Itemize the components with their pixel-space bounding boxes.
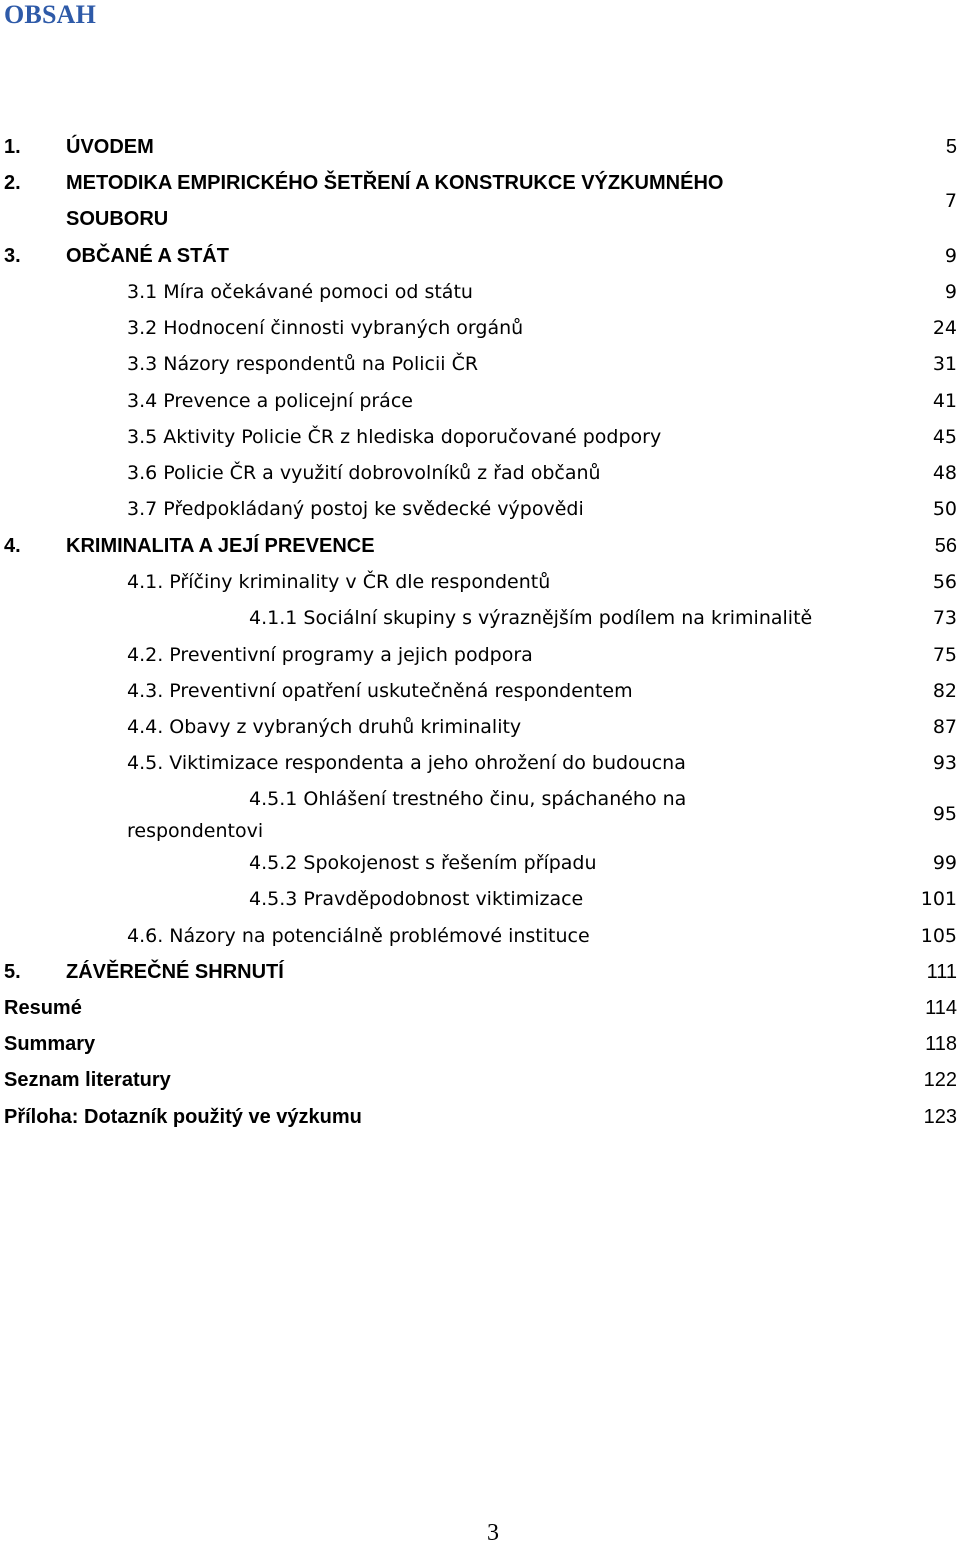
toc-entry-page: 5 bbox=[945, 136, 957, 158]
toc-entry-label: 4.6. Názory na potenciálně problémové instituce bbox=[127, 925, 590, 947]
toc-entry-label: 4.1. Příčiny kriminality v ČR dle respondentů bbox=[127, 571, 551, 593]
toc-entry-4-5-1[interactable] bbox=[0, 781, 960, 845]
toc-entry-label-line2: SOUBORU bbox=[66, 208, 169, 230]
toc-entry-3-7[interactable] bbox=[0, 491, 960, 527]
toc-entry-page: 111 bbox=[926, 961, 957, 983]
toc-entry-kriminalita[interactable] bbox=[0, 528, 960, 564]
toc-entry-4-5-3[interactable] bbox=[0, 881, 960, 917]
toc-entry-3-4[interactable] bbox=[0, 383, 960, 419]
toc-entry-page: 56 bbox=[934, 535, 957, 557]
toc-entry-number: 2. bbox=[4, 172, 21, 194]
toc-entry-label: Resumé bbox=[4, 997, 82, 1019]
toc-entry-page: 101 bbox=[920, 888, 957, 910]
toc-entry-page: 123 bbox=[923, 1106, 957, 1128]
toc-entry-page: 122 bbox=[923, 1069, 957, 1091]
toc-entry-page: 93 bbox=[932, 752, 957, 774]
toc-entry-page: 118 bbox=[925, 1033, 957, 1055]
toc-entry-number: 3. bbox=[4, 245, 21, 267]
toc-entry-label: ÚVODEM bbox=[66, 136, 154, 158]
toc-entry-page: 24 bbox=[932, 317, 957, 339]
toc-entry-page: 41 bbox=[932, 390, 957, 412]
toc-entry-number: 1. bbox=[4, 136, 21, 158]
toc-entry-3-3[interactable] bbox=[0, 346, 960, 382]
toc-entry-3-5[interactable] bbox=[0, 419, 960, 455]
toc-entry-label: 3.2 Hodnocení činnosti vybraných orgánů bbox=[127, 317, 524, 339]
toc-entry-metodika[interactable] bbox=[0, 165, 960, 237]
toc-entry-page: 82 bbox=[932, 680, 957, 702]
toc-entry-page: 45 bbox=[932, 426, 957, 448]
toc-entry-label: Summary bbox=[4, 1033, 96, 1055]
toc-entry-label: 3.5 Aktivity Policie ČR z hlediska doporučované podpory bbox=[127, 426, 662, 448]
toc-entry-3-6[interactable] bbox=[0, 455, 960, 491]
toc-entry-page: 50 bbox=[932, 498, 957, 520]
toc-entry-4-5[interactable] bbox=[0, 745, 960, 781]
toc-entry-label: 3.6 Policie ČR a využití dobrovolníků z řad občanů bbox=[127, 462, 601, 484]
toc-entry-label: 3.4 Prevence a policejní práce bbox=[127, 390, 413, 412]
toc-entry-4-2[interactable] bbox=[0, 637, 960, 673]
toc-entry-label: 4.5. Viktimizace respondenta a jeho ohrožení do budoucna bbox=[127, 752, 686, 774]
toc-entry-label: 3.1 Míra očekávané pomoci od státu bbox=[127, 281, 473, 303]
toc-entry-label: 4.3. Preventivní opatření uskutečněná respondentem bbox=[127, 680, 633, 702]
toc-entry-label: OBČANÉ A STÁT bbox=[66, 245, 229, 267]
toc-entry-page: 56 bbox=[932, 571, 957, 593]
toc-entry-label: 4.5.3 Pravděpodobnost viktimizace bbox=[249, 888, 584, 910]
toc-entry-4-5-2[interactable] bbox=[0, 845, 960, 881]
toc-entry-3-2[interactable] bbox=[0, 310, 960, 346]
toc-entry-4-6[interactable] bbox=[0, 918, 960, 954]
toc-entry-page: 9 bbox=[944, 281, 957, 303]
toc-entry-4-1[interactable] bbox=[0, 564, 960, 600]
toc-entry-page: 75 bbox=[932, 644, 957, 666]
toc-entry-priloha[interactable] bbox=[0, 1099, 960, 1135]
toc-entry-4-4[interactable] bbox=[0, 709, 960, 745]
toc-entry-resume[interactable] bbox=[0, 990, 960, 1026]
toc-entry-label-line1: 4.5.1 Ohlášení trestného činu, spáchaného na bbox=[249, 788, 687, 810]
toc-entry-number: 5. bbox=[4, 961, 21, 983]
toc-entry-label: 3.7 Předpokládaný postoj ke svědecké výpovědi bbox=[127, 498, 584, 520]
toc-entry-page: 99 bbox=[932, 852, 957, 874]
toc-entry-label-line1: METODIKA EMPIRICKÉHO ŠETŘENÍ A KONSTRUKCE VÝZKUMNÉHO bbox=[66, 172, 724, 194]
toc-entry-page: 95 bbox=[932, 803, 957, 825]
toc-entry-obcane-a-stat[interactable] bbox=[0, 238, 960, 274]
toc-entry-zaverecne-shrnuti[interactable] bbox=[0, 954, 960, 990]
toc-entry-label-line2: respondentovi bbox=[127, 820, 264, 842]
toc-entry-summary[interactable] bbox=[0, 1026, 960, 1062]
toc-entry-label: 4.4. Obavy z vybraných druhů kriminality bbox=[127, 716, 522, 738]
toc-entry-label: 3.3 Názory respondentů na Policii ČR bbox=[127, 353, 479, 375]
toc-entry-page: 7 bbox=[944, 190, 957, 212]
toc-entry-label: 4.1.1 Sociální skupiny s výraznějším podílem na kriminalitě bbox=[249, 607, 813, 629]
toc-entry-uvodem[interactable] bbox=[0, 129, 960, 165]
toc-entry-4-1-1[interactable] bbox=[0, 600, 960, 636]
toc-entry-label: KRIMINALITA A JEJÍ PREVENCE bbox=[66, 535, 375, 557]
toc-entry-page: 114 bbox=[925, 997, 957, 1019]
page-number: 3 bbox=[487, 1520, 499, 1546]
toc-entry-label: Seznam literatury bbox=[4, 1069, 171, 1091]
toc-entry-page: 87 bbox=[932, 716, 957, 738]
toc-entry-page: 31 bbox=[932, 353, 957, 375]
toc-entry-page: 48 bbox=[932, 462, 957, 484]
toc-entry-label: 4.5.2 Spokojenost s řešením případu bbox=[249, 852, 597, 874]
toc-entry-page: 105 bbox=[920, 925, 957, 947]
toc-entry-4-3[interactable] bbox=[0, 673, 960, 709]
toc-entry-page: 9 bbox=[944, 245, 957, 267]
toc-entry-label: ZÁVĚREČNÉ SHRNUTÍ bbox=[66, 961, 284, 983]
toc-entry-label: 4.2. Preventivní programy a jejich podpora bbox=[127, 644, 533, 666]
toc-entry-page: 73 bbox=[932, 607, 957, 629]
toc-entry-3-1[interactable] bbox=[0, 274, 960, 310]
toc-entry-seznam-literatury[interactable] bbox=[0, 1062, 960, 1098]
toc-entry-number: 4. bbox=[4, 535, 21, 557]
toc-entry-label: Příloha: Dotazník použitý ve výzkumu bbox=[4, 1106, 362, 1128]
toc-heading: OBSAH bbox=[4, 0, 97, 29]
